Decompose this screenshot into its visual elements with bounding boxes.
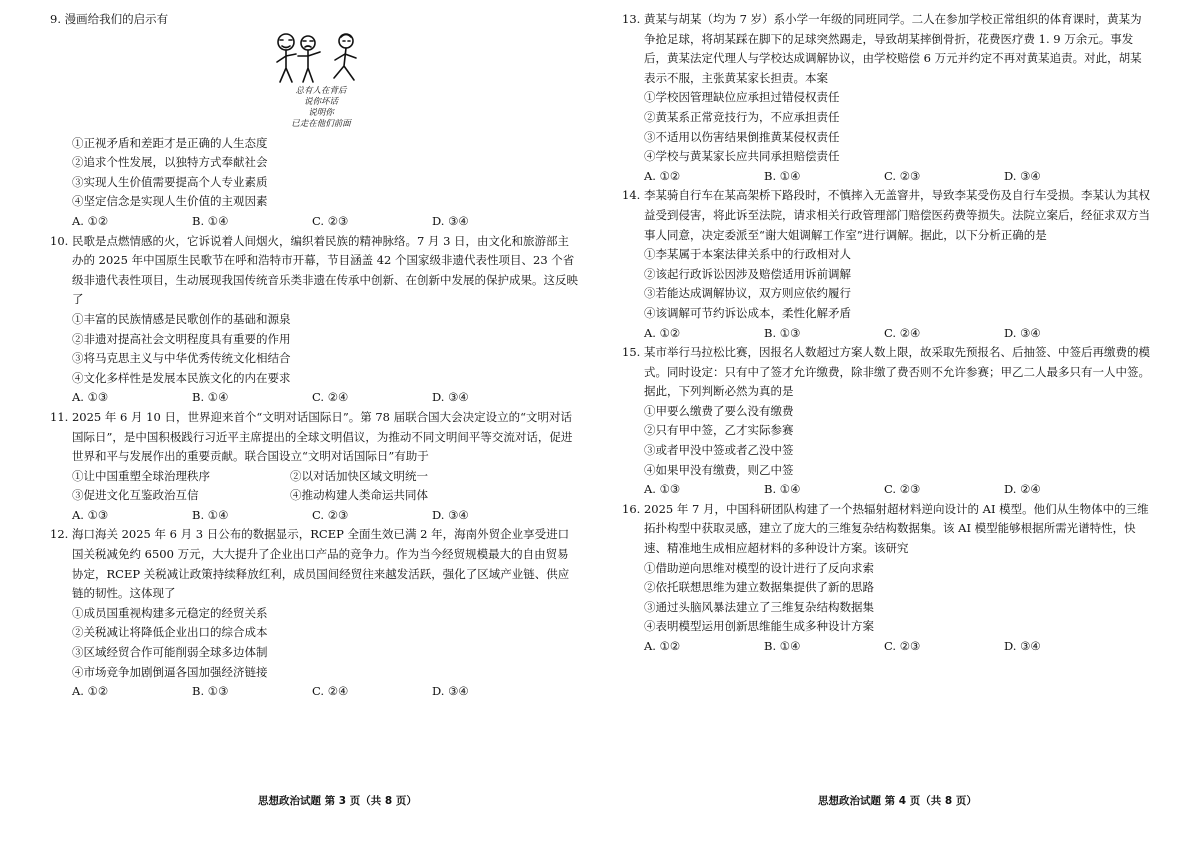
choice-d: D. ③④ <box>432 684 469 699</box>
question-stem: 16. 2025 年 7 月，中国科研团队构建了一个热辐射超材料逆向设计的 AI 模型。他们从生物体中的三维拓扑构型中获取灵感，建立了庞大的三维复杂结构数据集。该 AI 模型能够根据所需光谱特性，快速、精准地生成相应超材料的多种设计方案。该研究 <box>622 501 1149 556</box>
option: ③将马克思主义与中华优秀传统文化相结合 <box>72 351 291 366</box>
cartoon-figures-icon <box>266 30 376 86</box>
choice-a: A. ①② <box>644 639 681 653</box>
choice-d: D. ③④ <box>1004 639 1041 653</box>
choice-b: B. ①③ <box>192 684 229 699</box>
choice-c: C. ②④ <box>312 390 349 405</box>
choice-b: B. ①④ <box>192 390 229 405</box>
option: ②依托联想思维为建立数据集提供了新的思路 <box>644 580 874 595</box>
answer-choices <box>50 212 578 232</box>
option: ③通过头脑风暴法建立了三维复杂结构数据集 <box>644 599 874 614</box>
caption-line: 已走在他们前面 <box>291 118 351 129</box>
option: ①正视矛盾和差距才是正确的人生态度 <box>72 135 268 150</box>
option: ②关税减让将降低企业出口的综合成本 <box>72 625 268 640</box>
choice-a: A. ①③ <box>72 507 109 522</box>
choice-d: D. ②④ <box>1004 482 1041 497</box>
option: ①李某属于本案法律关系中的行政相对人 <box>644 247 851 262</box>
choice-c: C. ②③ <box>312 213 349 228</box>
caption-line: 说明你 <box>308 107 334 118</box>
question-10 <box>50 232 578 408</box>
option: ②非遗对提高社会文明程度具有重要的作用 <box>72 331 291 346</box>
choice-d: D. ③④ <box>1004 168 1041 183</box>
choice-a: A. ①② <box>644 325 681 340</box>
option: ②黄某系正常竞技行为，不应承担责任 <box>644 109 840 124</box>
caption-line: 总有人在背后 <box>295 85 347 96</box>
choice-c: C. ②③ <box>884 482 921 497</box>
caption-line: 说你坏话 <box>303 96 338 107</box>
option: ①成员国重视构建多元稳定的经贸关系 <box>72 605 268 620</box>
option: ②以对话加快区域文明统一 <box>290 468 428 483</box>
choice-c: C. ②④ <box>884 325 921 340</box>
option: ①甲要么缴费了要么没有缴费 <box>644 403 794 418</box>
question-13 <box>622 10 1150 186</box>
choice-c: C. ②③ <box>884 639 921 653</box>
choice-b: B. ①④ <box>764 639 801 653</box>
choice-d: D. ③④ <box>432 507 469 522</box>
page-3-column <box>50 10 578 702</box>
page-4-column <box>622 10 1150 657</box>
choice-a: A. ①③ <box>644 482 681 497</box>
choice-d: D. ③④ <box>1004 325 1041 340</box>
cartoon-caption <box>266 86 376 130</box>
question-stem: 10. 民歌是点燃情感的火，它诉说着人间烟火，编织着民族的精神脉络。7 月 3 日，由文化和旅游部主办的 2025 年中国原生民歌节在呼和浩特市开幕，节目涵盖 42 个国家级非遗代表性项目、23 个省级非遗代表性项目，生动展现我国传统音乐类非遗在传承中创新、在创新中发展的保护成果。这反映了 <box>50 233 578 307</box>
choice-c: C. ②④ <box>312 684 349 699</box>
answer-choices <box>622 480 1150 500</box>
answer-choices <box>50 506 578 526</box>
question-stem: 11. 2025 年 6 月 10 日，世界迎来首个“文明对话国际日”。第 78 届联合国大会决定设立的“文明对话国际日”，是中国积极践行习近平主席提出的全球文明倡议，为推动不同文明间平等交流对话，促进世界和平与发展作出的重要贡献。联合国设立“文明对话国际日”有助于 <box>50 409 573 464</box>
option: ④推动构建人类命运共同体 <box>290 488 428 503</box>
option: ④坚定信念是实现人生价值的主观因素 <box>72 194 268 209</box>
option: ①学校因管理缺位应承担过错侵权责任 <box>644 90 840 105</box>
question-11 <box>50 408 578 526</box>
choice-a: A. ①② <box>72 684 109 699</box>
answer-choices <box>622 637 1150 657</box>
option: ③或者甲没中签或者乙没中签 <box>644 443 794 458</box>
option: ④表明模型运用创新思维能生成多种设计方案 <box>644 619 874 634</box>
question-15 <box>622 343 1150 500</box>
option-row <box>50 486 578 506</box>
option: ④该调解可节约诉讼成本，柔性化解矛盾 <box>644 305 851 320</box>
choice-c: C. ②③ <box>884 168 921 183</box>
option: ①让中国重塑全球治理秩序 <box>72 468 210 483</box>
question-16 <box>622 500 1150 657</box>
option: ②该起行政诉讼因涉及赔偿适用诉前调解 <box>644 266 851 281</box>
option-row <box>50 467 578 487</box>
choice-a: A. ①③ <box>72 390 109 405</box>
choice-b: B. ①④ <box>764 482 801 497</box>
choice-b: B. ①④ <box>192 213 229 228</box>
question-stem: 14. 李某骑自行车在某高架桥下路段时，不慎摔入无盖窨井，导致李某受伤及自行车受损。李某认为其权益受到侵害，将此诉至法院，请求相关行政管理部门赔偿医药费等损失。法院立案后，经征求双方当事人同意，决定委派至“谢大姐调解工作室”进行调解。据此，以下分析正确的是 <box>622 188 1150 242</box>
question-stem: 13. 黄某与胡某（均为 7 岁）系小学一年级的同班同学。二人在参加学校正常组织的体育课时，黄某为争抢足球，将胡某踩在脚下的足球突然踢走，导致胡某摔倒骨折，花费医疗费 1. 9 万余元。事发后，黄某法定代理人与学校达成调解协议，由学校赔偿 6 万元并约定不再对黄某追责。对此，胡某表示不服，主张黄某家长担责。本案 <box>622 12 1142 85</box>
question-12 <box>50 525 578 701</box>
option: ③实现人生价值需要提高个人专业素质 <box>72 174 268 189</box>
page-4-footer: 思想政治试题 第 4 页（共 8 页） <box>818 795 977 807</box>
choice-d: D. ③④ <box>432 390 469 405</box>
option: ②追求个性发展，以独特方式奉献社会 <box>72 155 268 170</box>
question-stem: 9. 漫画给我们的启示有 <box>50 12 169 26</box>
question-stem: 12. 海口海关 2025 年 6 月 3 日公布的数据显示，RCEP 全面生效已满 2 年，海南外贸企业享受进口国关税减免约 6500 万元，大大提升了企业出口产品的竞争力。作为当今经贸规模最大的自由贸易协定，RCEP 关税减让政策持续释放红利，成员国间经贸往来越发活跃，强化了区域产业链、供应链的韧性。这体现了 <box>50 527 570 601</box>
option: ④如果甲没有缴费，则乙中签 <box>644 462 794 477</box>
cartoon-illustration <box>266 30 376 130</box>
option: ①丰富的民族情感是民歌创作的基础和源泉 <box>72 311 291 326</box>
option: ④市场竞争加剧倒逼各国加强经济链接 <box>72 664 268 679</box>
option: ④学校与黄某家长应共同承担赔偿责任 <box>644 149 840 164</box>
choice-d: D. ③④ <box>432 213 469 228</box>
option: ③不适用以伤害结果倒推黄某侵权责任 <box>644 129 840 144</box>
choice-c: C. ②③ <box>312 507 349 522</box>
page-3-footer: 思想政治试题 第 3 页（共 8 页） <box>258 795 417 807</box>
question-14 <box>622 186 1150 343</box>
choice-b: B. ①④ <box>764 168 801 183</box>
choice-a: A. ①② <box>644 168 681 183</box>
choice-b: B. ①③ <box>764 325 801 340</box>
answer-choices <box>50 388 578 408</box>
option: ②只有甲中签，乙才实际参赛 <box>644 423 794 438</box>
option: ④文化多样性是发展本民族文化的内在要求 <box>72 370 291 385</box>
answer-choices <box>622 324 1150 344</box>
option: ③区域经贸合作可能削弱全球多边体制 <box>72 645 268 660</box>
answer-choices <box>622 167 1150 187</box>
option: ③若能达成调解协议，双方则应依约履行 <box>644 286 851 301</box>
option: ①借助逆向思维对模型的设计进行了反向求索 <box>644 560 874 575</box>
choice-b: B. ①④ <box>192 507 229 522</box>
answer-choices <box>50 682 578 702</box>
question-9 <box>50 10 578 232</box>
question-stem: 15. 某市举行马拉松比赛，因报名人数超过方案人数上限，故采取先预报名、后抽签、中签后再缴费的模式。同时设定：只有中了签才允许缴费，除非缴了费否则不允许参赛；甲乙二人最多只有一人中签。据此，下列判断必然为真的是 <box>622 345 1150 399</box>
option: ③促进文化互鉴政治互信 <box>72 488 199 503</box>
choice-a: A. ①② <box>72 213 109 228</box>
